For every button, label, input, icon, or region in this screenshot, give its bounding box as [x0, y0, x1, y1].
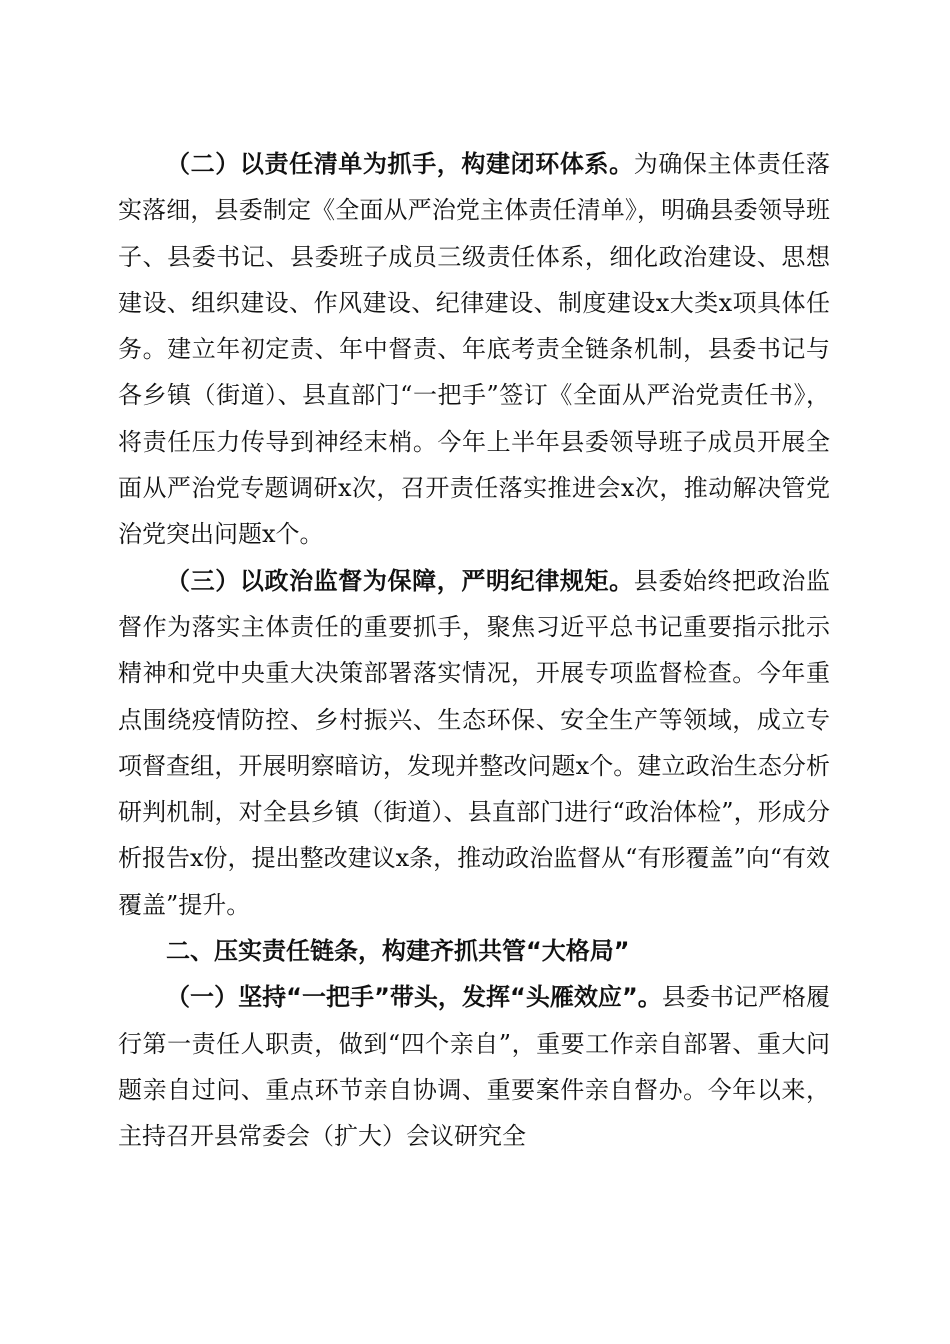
paragraph-responsibility-list — [118, 141, 830, 558]
paragraph-body: 为确保主体责任落实落细，县委制定《全面从严治党主体责任清单》，明确县委领导班子、县委书记、县委班子成员三级责任体系，细化政治建设、思想建设、组织建设、作风建设、纪律建设、制度建设x大类x项具体任务。建立年初定责、年中督责、年底考责全链条机制，县委书记与各乡镇（街道）、县直部门“一把手”签订《全面从严治党责任书》，将责任压力传导到神经末梢。今年上半年县委领导班子成员开展全面从严治党专题调研x次，召开责任落实推进会x次，推动解决管党治党突出问题x个。 — [118, 150, 831, 549]
paragraph-lead: （二）以责任清单为抓手，构建闭环体系。 — [166, 150, 634, 178]
paragraph-lead: （一）坚持“一把手”带头，发挥“头雁效应”。 — [166, 983, 662, 1012]
section-heading: 二、压实责任链条，构建齐抓共管“大格局” — [166, 937, 630, 966]
paragraph-political-supervision — [118, 558, 830, 928]
paragraph-leader-first — [118, 974, 830, 1159]
document-page — [118, 141, 830, 1160]
paragraph-body: 县委书记严格履行第一责任人职责，做到“四个亲自”，重要工作亲自部署、重大问题亲自过问、重点环节亲自协调、重要案件亲自督办。今年以来，主持召开县常委会（扩大）会议研究全 — [118, 983, 831, 1151]
paragraph-lead: （三）以政治监督为保障，严明纪律规矩。 — [166, 566, 634, 595]
paragraph-body: 县委始终把政治监督作为落实主体责任的重要抓手，聚焦习近平总书记重要指示批示精神和党中央重大决策部署落实情况，开展专项监督检查。今年重点围绕疫情防控、乡村振兴、生态环保、安全生产等领域，成立专项督查组，开展明察暗访，发现并整改问题x个。建立政治生态分析研判机制，对全县乡镇（街道）、县直部门进行“政治体检”，形成分析报告x份，提出整改建议x条，推动政治监督从“有形覆盖”向“有效覆盖”提升。 — [118, 566, 831, 919]
